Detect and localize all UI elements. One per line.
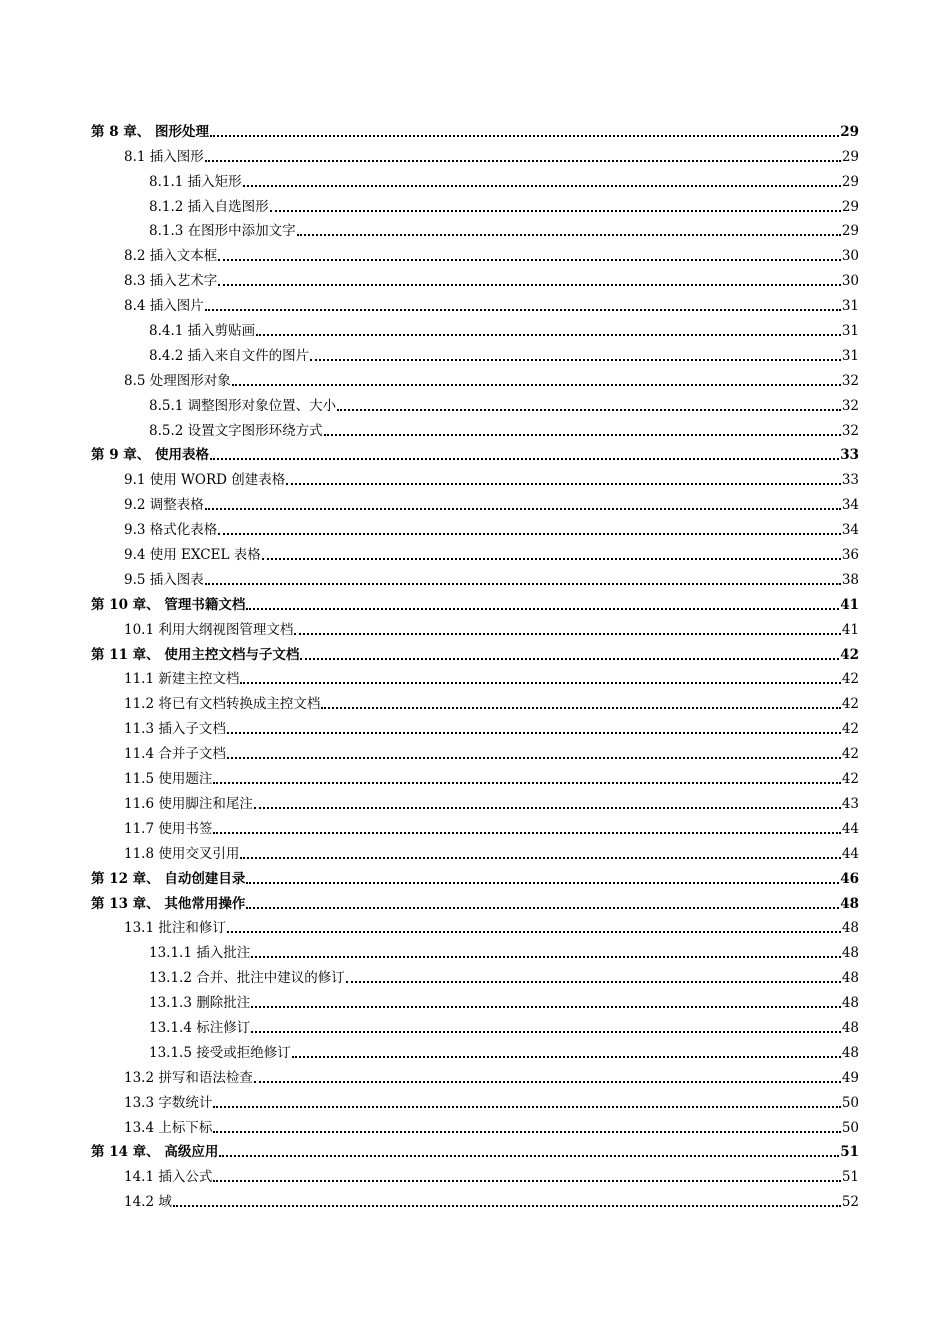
toc-entry-title: 14.1 插入公式	[124, 1169, 213, 1186]
toc-entry-title: 11.2 将已有文档转换成主控文档	[124, 696, 321, 713]
toc-section-entry[interactable]	[91, 539, 859, 564]
toc-page-number: 48	[841, 1019, 859, 1036]
dot-leader	[256, 334, 841, 336]
dot-leader	[324, 434, 841, 436]
toc-entry-title: 9.1 使用 WORD 创建表格	[124, 472, 286, 489]
toc-chapter-entry[interactable]	[91, 639, 859, 664]
dot-leader	[232, 384, 841, 386]
dot-leader	[213, 782, 840, 784]
toc-section-entry[interactable]	[91, 664, 859, 689]
dot-leader	[251, 956, 841, 958]
toc-page-number: 51	[840, 1144, 859, 1161]
toc-page-number: 51	[841, 1169, 859, 1186]
dot-leader	[205, 309, 841, 311]
toc-entry-title: 13.1.5 接受或拒绝修订	[149, 1044, 291, 1061]
toc-entry-title: 第 12 章、 自动创建目录	[91, 870, 246, 887]
toc-entry-title: 8.1 插入图形	[124, 148, 204, 165]
toc-entry-title: 9.3 格式化表格	[124, 522, 218, 539]
toc-section-entry[interactable]	[91, 1186, 859, 1211]
toc-page-number: 29	[841, 148, 859, 165]
toc-entry-title: 第 10 章、 管理书籍文档	[91, 596, 246, 613]
toc-page-number: 34	[841, 522, 859, 539]
toc-entry-title: 8.4.2 插入来自文件的图片	[149, 347, 310, 364]
dot-leader	[240, 682, 840, 684]
dot-leader	[218, 259, 841, 261]
toc-page-number: 50	[841, 1094, 859, 1111]
toc-subsection-entry[interactable]	[91, 962, 859, 987]
toc-subsection-entry[interactable]	[91, 191, 859, 216]
toc-subsection-entry[interactable]	[91, 1037, 859, 1062]
dot-leader	[300, 658, 839, 660]
toc-entry-title: 第 11 章、 使用主控文档与子文档	[91, 646, 300, 663]
toc-entry-title: 11.6 使用脚注和尾注	[124, 795, 253, 812]
toc-section-entry[interactable]	[91, 688, 859, 713]
toc-entry-title: 9.4 使用 EXCEL 表格	[124, 547, 261, 564]
toc-page-number: 32	[841, 397, 859, 414]
toc-entry-title: 8.2 插入文本框	[124, 248, 218, 265]
toc-subsection-entry[interactable]	[91, 937, 859, 962]
dot-leader	[254, 1081, 841, 1083]
toc-section-entry[interactable]	[91, 564, 859, 589]
dot-leader	[213, 832, 840, 834]
toc-section-entry[interactable]	[91, 1161, 859, 1186]
dot-leader	[286, 483, 841, 485]
toc-chapter-entry[interactable]	[91, 1137, 859, 1162]
toc-section-entry[interactable]	[91, 240, 859, 265]
table-of-contents	[91, 116, 859, 1211]
toc-section-entry[interactable]	[91, 464, 859, 489]
toc-page-number: 31	[841, 347, 859, 364]
toc-entry-title: 第 8 章、 图形处理	[91, 123, 209, 140]
toc-entry-title: 第 9 章、 使用表格	[91, 447, 209, 464]
toc-entry-title: 8.4.1 插入剪贴画	[149, 323, 256, 340]
dot-leader	[240, 857, 840, 859]
dot-leader	[251, 1006, 841, 1008]
toc-chapter-entry[interactable]	[91, 589, 859, 614]
dot-leader	[227, 931, 841, 933]
toc-section-entry[interactable]	[91, 913, 859, 938]
toc-page-number: 42	[841, 771, 859, 788]
toc-entry-title: 8.1.2 插入自选图形	[149, 198, 269, 215]
dot-leader	[254, 807, 841, 809]
toc-section-entry[interactable]	[91, 1087, 859, 1112]
dot-leader	[246, 882, 839, 884]
dot-leader	[251, 1031, 841, 1033]
toc-page-number: 33	[840, 447, 859, 464]
toc-section-entry[interactable]	[91, 514, 859, 539]
toc-page-number: 38	[841, 571, 859, 588]
toc-page-number: 29	[841, 173, 859, 190]
toc-page-number: 49	[841, 1069, 859, 1086]
toc-section-entry[interactable]	[91, 838, 859, 863]
toc-page-number: 31	[841, 323, 859, 340]
toc-subsection-entry[interactable]	[91, 340, 859, 365]
toc-page-number: 29	[840, 123, 859, 140]
toc-page-number: 31	[841, 298, 859, 315]
toc-section-entry[interactable]	[91, 290, 859, 315]
dot-leader	[205, 508, 841, 510]
toc-page-number: 34	[841, 497, 859, 514]
dot-leader	[246, 608, 839, 610]
dot-leader	[243, 185, 841, 187]
toc-page-number: 32	[841, 372, 859, 389]
toc-page-number: 48	[841, 945, 859, 962]
toc-section-entry[interactable]	[91, 1112, 859, 1137]
toc-section-entry[interactable]	[91, 813, 859, 838]
toc-page-number: 42	[841, 746, 859, 763]
toc-chapter-entry[interactable]	[91, 888, 859, 913]
dot-leader	[205, 583, 841, 585]
toc-entry-title: 8.5.2 设置文字图形环绕方式	[149, 422, 323, 439]
dot-leader	[218, 284, 841, 286]
dot-leader	[205, 160, 841, 162]
dot-leader	[294, 633, 840, 635]
toc-page-number: 42	[840, 646, 859, 663]
dot-leader	[210, 458, 839, 460]
toc-page-number: 30	[841, 273, 859, 290]
toc-page-number: 41	[840, 596, 859, 613]
toc-page-number: 44	[841, 845, 859, 862]
toc-page-number: 29	[841, 198, 859, 215]
toc-chapter-entry[interactable]	[91, 116, 859, 141]
toc-section-entry[interactable]	[91, 763, 859, 788]
toc-entry-title: 8.1.1 插入矩形	[149, 173, 242, 190]
dot-leader	[292, 1056, 841, 1058]
toc-entry-title: 8.4 插入图片	[124, 298, 204, 315]
toc-entry-title: 8.5 处理图形对象	[124, 372, 231, 389]
dot-leader	[297, 234, 841, 236]
dot-leader	[213, 1180, 840, 1182]
toc-subsection-entry[interactable]	[91, 216, 859, 241]
toc-section-entry[interactable]	[91, 489, 859, 514]
dot-leader	[337, 409, 841, 411]
toc-page-number: 42	[841, 721, 859, 738]
toc-page-number: 42	[841, 696, 859, 713]
dot-leader	[270, 210, 841, 212]
toc-entry-title: 第 13 章、 其他常用操作	[91, 895, 246, 912]
toc-page-number: 32	[841, 422, 859, 439]
toc-page-number: 43	[841, 795, 859, 812]
toc-page-number: 42	[841, 671, 859, 688]
toc-page-number: 41	[841, 621, 859, 638]
toc-chapter-entry[interactable]	[91, 863, 859, 888]
toc-page-number: 48	[841, 920, 859, 937]
dot-leader	[321, 707, 840, 709]
toc-entry-title: 13.1.3 删除批注	[149, 995, 251, 1012]
toc-page-number: 52	[841, 1194, 859, 1211]
toc-page-number: 33	[841, 472, 859, 489]
toc-entry-title: 13.1 批注和修订	[124, 920, 226, 937]
toc-entry-title: 11.5 使用题注	[124, 771, 213, 788]
toc-entry-title: 10.1 利用大纲视图管理文档	[124, 621, 294, 638]
toc-entry-title: 14.2 域	[124, 1194, 172, 1211]
toc-entry-title: 13.2 拼写和语法检查	[124, 1069, 253, 1086]
dot-leader	[346, 981, 841, 983]
toc-entry-title: 8.1.3 在图形中添加文字	[149, 223, 296, 240]
toc-entry-title: 13.4 上标下标	[124, 1119, 213, 1136]
toc-page-number: 48	[841, 1044, 859, 1061]
toc-entry-title: 11.1 新建主控文档	[124, 671, 240, 688]
dot-leader	[262, 558, 841, 560]
toc-entry-title: 第 14 章、 高级应用	[91, 1144, 219, 1161]
dot-leader	[173, 1205, 841, 1207]
toc-section-entry[interactable]	[91, 265, 859, 290]
toc-page-number: 30	[841, 248, 859, 265]
dot-leader	[310, 359, 841, 361]
toc-page-number: 36	[841, 547, 859, 564]
toc-entry-title: 13.3 字数统计	[124, 1094, 213, 1111]
toc-page-number: 46	[840, 870, 859, 887]
toc-section-entry[interactable]	[91, 365, 859, 390]
dot-leader	[219, 1155, 839, 1157]
toc-subsection-entry[interactable]	[91, 315, 859, 340]
toc-section-entry[interactable]	[91, 788, 859, 813]
toc-entry-title: 11.7 使用书签	[124, 820, 213, 837]
toc-page-number: 48	[841, 970, 859, 987]
toc-section-entry[interactable]	[91, 141, 859, 166]
toc-subsection-entry[interactable]	[91, 987, 859, 1012]
toc-section-entry[interactable]	[91, 1062, 859, 1087]
toc-page-number: 48	[841, 995, 859, 1012]
toc-section-entry[interactable]	[91, 738, 859, 763]
toc-subsection-entry[interactable]	[91, 166, 859, 191]
dot-leader	[213, 1131, 840, 1133]
toc-page-number: 29	[841, 223, 859, 240]
toc-page-number: 44	[841, 820, 859, 837]
dot-leader	[218, 533, 841, 535]
dot-leader	[246, 907, 839, 909]
toc-page-number: 48	[840, 895, 859, 912]
toc-chapter-entry[interactable]	[91, 440, 859, 465]
toc-entry-title: 13.1.2 合并、批注中建议的修订	[149, 970, 345, 987]
toc-entry-title: 11.3 插入子文档	[124, 721, 226, 738]
toc-entry-title: 13.1.1 插入批注	[149, 945, 251, 962]
dot-leader	[227, 732, 841, 734]
toc-entry-title: 8.3 插入艺术字	[124, 273, 218, 290]
toc-section-entry[interactable]	[91, 713, 859, 738]
dot-leader	[213, 1106, 840, 1108]
toc-subsection-entry[interactable]	[91, 390, 859, 415]
dot-leader	[210, 135, 839, 137]
toc-entry-title: 9.2 调整表格	[124, 497, 204, 514]
dot-leader	[227, 757, 841, 759]
toc-entry-title: 11.4 合并子文档	[124, 746, 226, 763]
toc-entry-title: 11.8 使用交叉引用	[124, 845, 240, 862]
toc-subsection-entry[interactable]	[91, 415, 859, 440]
toc-entry-title: 9.5 插入图表	[124, 571, 204, 588]
toc-page-number: 50	[841, 1119, 859, 1136]
toc-section-entry[interactable]	[91, 614, 859, 639]
toc-entry-title: 8.5.1 调整图形对象位置、大小	[149, 397, 337, 414]
toc-entry-title: 13.1.4 标注修订	[149, 1019, 251, 1036]
toc-subsection-entry[interactable]	[91, 1012, 859, 1037]
